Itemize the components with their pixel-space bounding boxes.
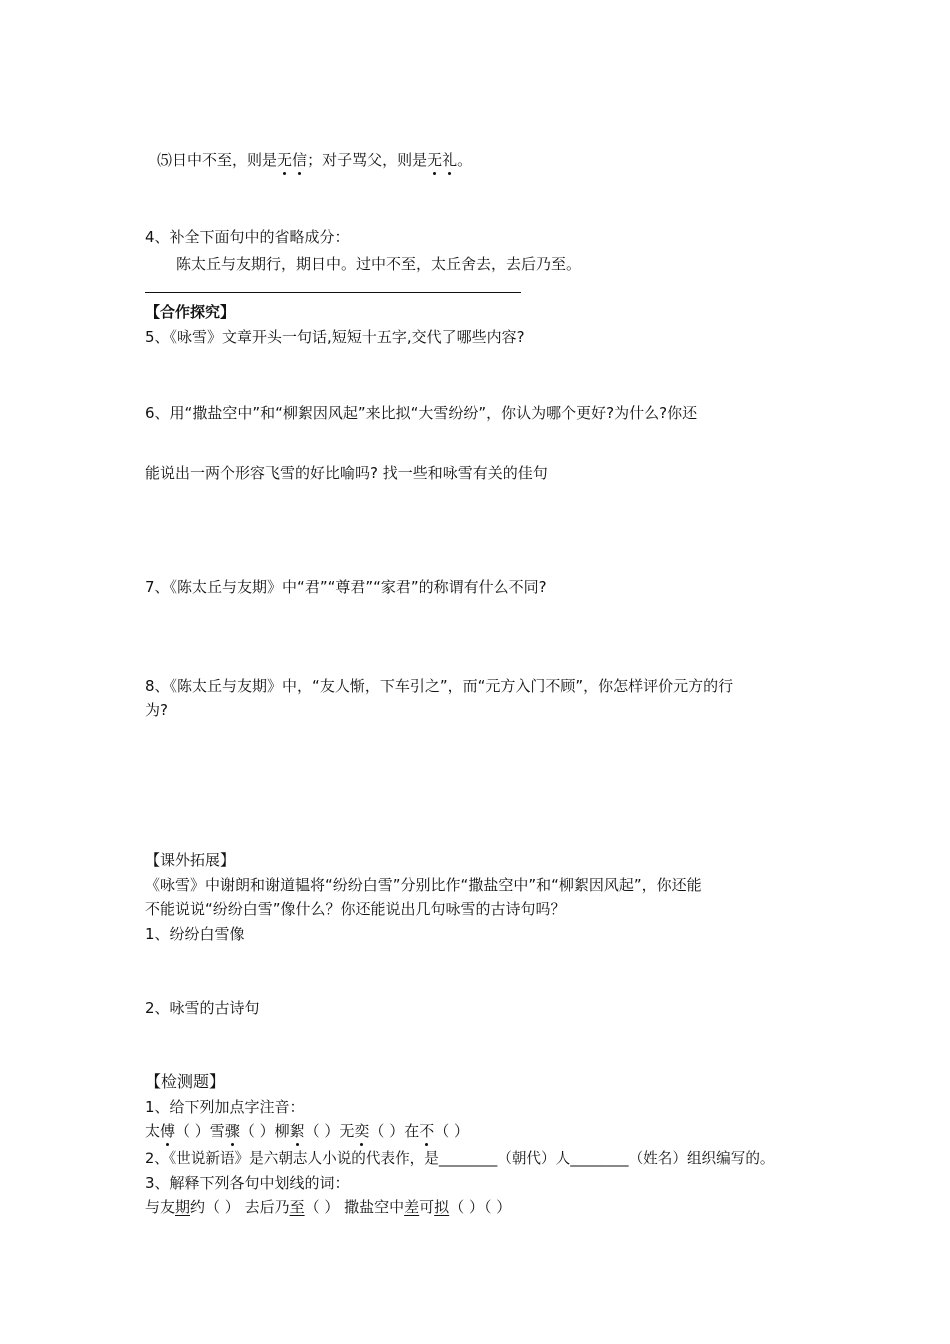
text-segment: 约（ ） 去后乃	[190, 1198, 290, 1216]
blank-segment: （ ）在	[369, 1122, 420, 1140]
test-q2: 2、《世说新语》是六朝志人小说的代表作，是________（朝代）人________（姓名）组织编写的。	[145, 1150, 775, 1167]
extend-line2: 不能说说“纷纷白雪”像什么？你还能说出几句咏雪的古诗句吗？	[145, 900, 566, 918]
divider-line	[145, 292, 521, 293]
dotted-char: 无	[277, 151, 293, 169]
dotted-char: 絮	[289, 1122, 305, 1140]
test-pinyin-line	[145, 1121, 469, 1141]
dotted-char: 不	[419, 1122, 435, 1140]
item-number: ⑸	[157, 151, 173, 169]
section-title-test: 【检测题】	[145, 1072, 226, 1091]
text-segment: 太	[145, 1122, 161, 1140]
underlined-word: 差	[404, 1198, 420, 1216]
test-q3: 3、解释下列各句中划线的词：	[145, 1174, 350, 1192]
q5-question: 5、《咏雪》文章开头一句话,短短十五字,交代了哪些内容?	[145, 328, 525, 346]
text-segment: 。	[457, 151, 473, 169]
dotted-char: 奕	[354, 1122, 370, 1140]
test-q1: 1、给下列加点字注音：	[145, 1098, 305, 1116]
q6-line2: 能说出一两个形容飞雪的好比喻吗? 找一些和咏雪有关的佳句	[145, 464, 548, 482]
extend-item1: 1、纷纷白雪像	[145, 925, 245, 943]
q4-title: 4、补全下面句中的省略成分：	[145, 228, 350, 246]
blank-segment: （ ）柳	[239, 1122, 290, 1140]
dotted-char: 骤	[224, 1122, 240, 1140]
text-segment: 可	[419, 1198, 435, 1216]
text-segment: （ ） 撒盐空中	[304, 1198, 405, 1216]
q7-question: 7、《陈太丘与友期》中“君”“尊君”“家君”的称谓有什么不同?	[145, 578, 547, 596]
text-segment: （ ）（ ）	[449, 1198, 512, 1216]
text-segment: 日中不至，则是	[172, 151, 278, 169]
test-q3-line	[145, 1197, 511, 1217]
section-title-extend: 【课外拓展】	[145, 851, 236, 869]
q8-line2: 为?	[145, 701, 168, 719]
underlined-word: 拟	[434, 1198, 450, 1216]
q5-sentence-line	[157, 150, 472, 170]
dotted-char: 无	[427, 151, 443, 169]
section-title-cooperate: 【合作探究】	[145, 303, 236, 321]
extend-line1: 《咏雪》中谢朗和谢道韫将“纷纷白雪”分别比作“撒盐空中”和“柳絮因风起”，你还能	[145, 876, 702, 894]
dotted-char: 傅	[160, 1122, 176, 1140]
q8-line1: 8、《陈太丘与友期》中，“友人惭，下车引之”，而“元方入门不顾”，你怎样评价元方的行	[145, 677, 734, 695]
q6-line1: 6、用“撒盐空中”和“柳絮因风起”来比拟“大雪纷纷”，你认为哪个更好?为什么?你还	[145, 404, 698, 422]
underlined-word: 至	[289, 1198, 305, 1216]
q4-text: 陈太丘与友期行，期日中。过中不至，太丘舍去，去后乃至。	[176, 255, 582, 273]
blank-segment: （ ）雪	[175, 1122, 225, 1140]
extend-item2: 2、咏雪的古诗句	[145, 999, 260, 1017]
blank-segment: （ ）	[434, 1122, 469, 1140]
blank-segment: （ ）无	[304, 1122, 355, 1140]
dotted-char: 信	[292, 151, 308, 169]
text-segment: ；对子骂父，则是	[307, 151, 428, 169]
dotted-char: 礼	[442, 151, 458, 169]
underlined-word: 期	[175, 1198, 191, 1216]
text-segment: 与友	[145, 1198, 176, 1216]
